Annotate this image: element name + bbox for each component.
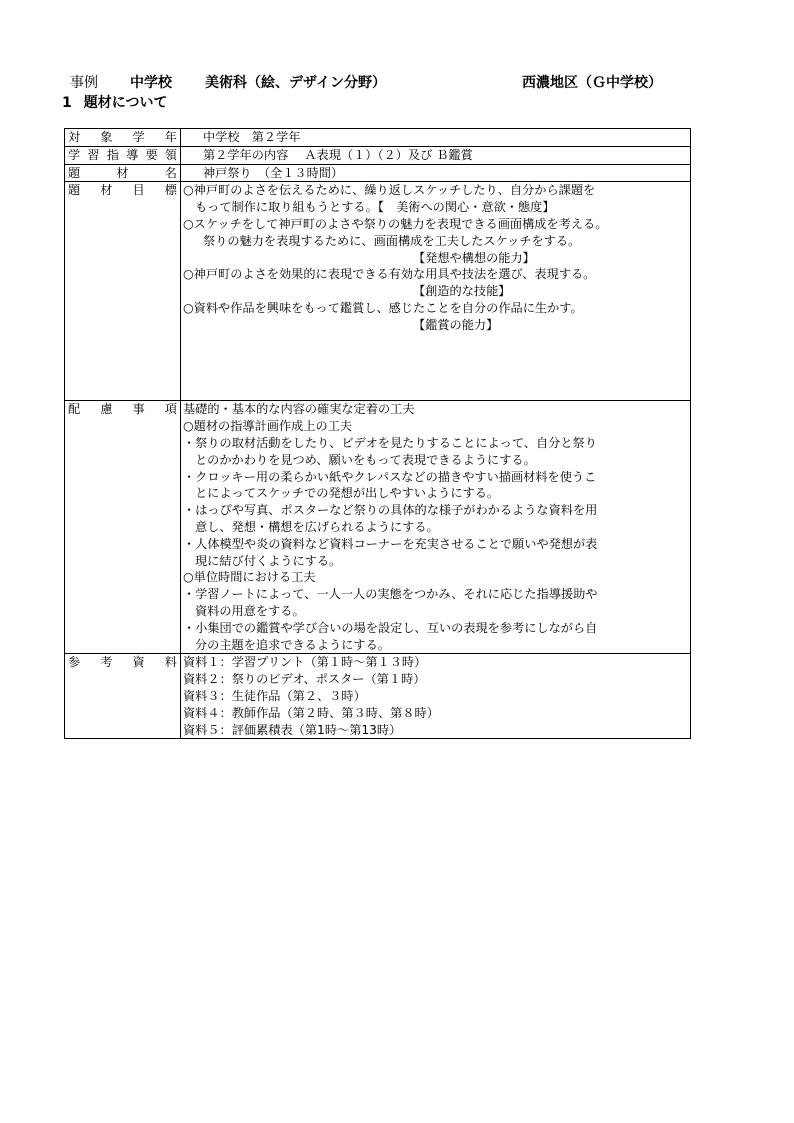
value-topic-title: 神戸祭り （全１３時間） — [181, 164, 691, 182]
consideration-item-4-line-2: 現に結び付くようにする。 — [195, 553, 342, 568]
value-reference-materials — [181, 654, 691, 739]
label-guideline: 学習指導要領 — [65, 146, 181, 164]
section-title: 題材について — [83, 95, 168, 111]
label-topic-title: 題 材 名 — [65, 164, 181, 182]
consideration-item-5-line-2: 資料の用意をする。 — [195, 603, 305, 618]
goal-3-line-1: ○神戸町のよさを効果的に表現できる有効な用具や技法を選び、表現する。 — [183, 267, 596, 282]
label-considerations: 配 慮 事 項 — [65, 401, 181, 654]
goal-4-tag: 【鑑賞の能力】 — [413, 317, 499, 332]
value-considerations — [181, 401, 691, 654]
label-target-grade: 対 象 学 年 — [65, 129, 181, 147]
school-type: 中学校 — [130, 75, 172, 91]
consideration-item-1-line-2: とのかかわりを見つめ、願いをもって表現できるようにする。 — [195, 452, 536, 467]
consideration-unit-heading: ○単位時間における工夫 — [183, 570, 316, 585]
topic-table — [64, 128, 691, 739]
material-4: 資料４：教師作品（第２時、第３時、第８時） — [183, 705, 439, 720]
value-goals — [181, 182, 691, 401]
consideration-item-1-line-1: ・祭りの取材活動をしたり、ビデオを見たりすることによって、自分と祭り — [183, 435, 597, 450]
label-reference-materials: 参 考 資 料 — [65, 654, 181, 739]
row-guideline — [65, 146, 691, 164]
consideration-item-6-line-2: 分の主題を追求できるようにする。 — [195, 637, 390, 652]
material-1: 資料１：学習プリント（第１時～第１３時） — [183, 655, 427, 670]
consideration-item-5-line-1: ・学習ノートによって、一人一人の実態をつかみ、それに応じた指導援助や — [183, 587, 598, 602]
consideration-item-3-line-2: 意し、発想・構想を広げられるようにする。 — [195, 519, 439, 534]
material-3: 資料３：生徒作品（第２、３時） — [183, 688, 366, 703]
subject-title: 美術科（絵、デザイン分野） — [205, 75, 387, 91]
value-guideline: 第２学年の内容 Ａ表現（１）（２）及び Ｂ鑑賞 — [181, 146, 691, 164]
row-topic-title — [65, 164, 691, 182]
row-considerations — [65, 401, 691, 654]
goal-3-tag: 【創造的な技能】 — [413, 284, 511, 299]
goal-2-line-1: ○スケッチをして神戸町のよさや祭りの魅力を表現できる画面構成を考える。 — [183, 216, 608, 231]
goal-2-line-2: 祭りの魅力を表現するために、画面構成を工夫したスケッチをする。 — [203, 233, 581, 248]
row-reference-materials — [65, 654, 691, 739]
consideration-item-6-line-1: ・小集団での鑑賞や学び合いの場を設定し、互いの表現を参考にしながら自 — [183, 620, 598, 635]
row-goals — [65, 182, 691, 401]
goal-1-line-2: もって制作に取り組もうとする。【 美術への関心・意欲・態度】 — [195, 200, 555, 215]
section-number: 1 — [62, 95, 72, 111]
section-heading — [62, 92, 167, 112]
goal-1-line-1: ○神戸町のよさを伝えるために、繰り返しスケッチしたり、自分から課題を — [183, 183, 596, 198]
region-school: 西濃地区（Ｇ中学校） — [522, 75, 662, 91]
value-target-grade: 中学校 第２学年 — [181, 129, 691, 147]
consideration-item-4-line-1: ・人体模型や炎の資料など資料コーナーを充実させることで願いや発想が表 — [183, 536, 598, 551]
consideration-plan-heading: ○題材の指導計画作成上の工夫 — [183, 419, 353, 434]
consideration-item-2-line-1: ・クロッキー用の柔らかい紙やクレパスなどの描きやすい描画材料を使うこ — [183, 469, 597, 484]
goal-2-tag: 【発想や構想の能力】 — [413, 250, 535, 265]
row-target-grade — [65, 129, 691, 147]
consideration-item-2-line-2: とによってスケッチでの発想が出しやすいようにする。 — [195, 486, 500, 501]
document-header — [70, 72, 710, 92]
goal-4-line-1: ○資料や作品を興味をもって鑑賞し、感じたことを自分の作品に生かす。 — [183, 300, 583, 315]
label-goals: 題 材 目 標 — [65, 182, 181, 401]
material-2: 資料２：祭りのビデオ、ポスター（第１時） — [183, 672, 426, 687]
material-5: 資料５：評価累積表（第1時～第13時） — [183, 722, 402, 737]
case-label: 事例 — [70, 75, 98, 91]
consideration-heading: 基礎的・基本的な内容の確実な定着の工夫 — [183, 402, 415, 417]
consideration-item-3-line-1: ・はっぴや写真、ポスターなど祭りの具体的な様子がわかるような資料を用 — [183, 503, 598, 518]
